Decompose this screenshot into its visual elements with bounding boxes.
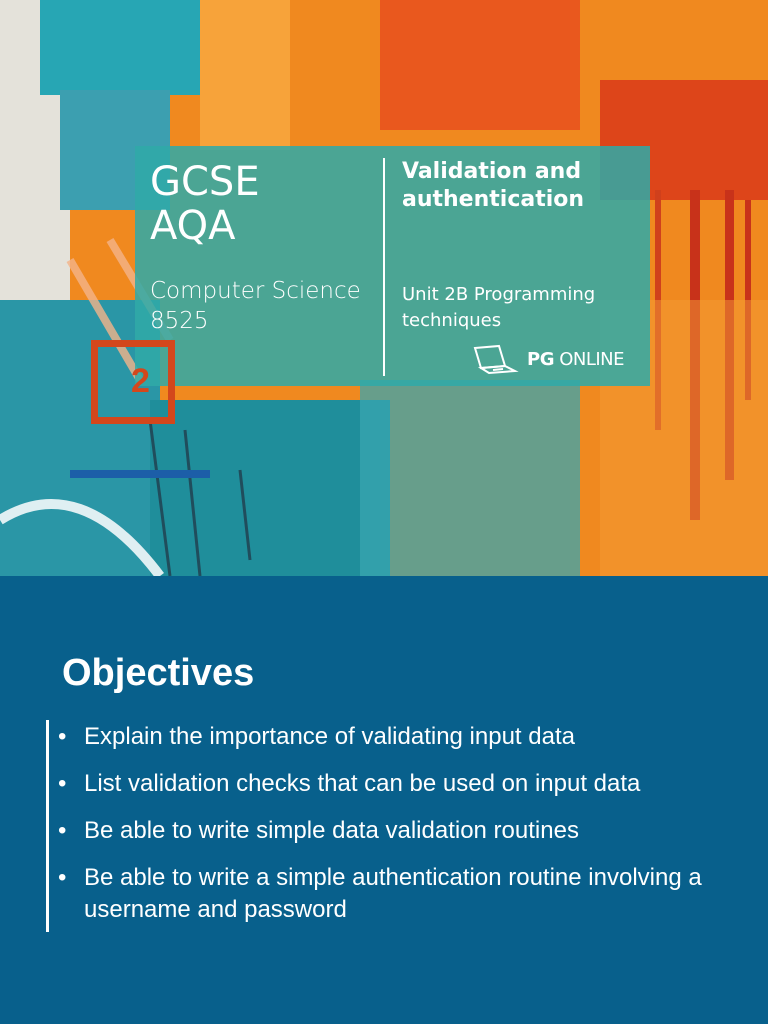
spec-code: 8525 <box>150 308 209 334</box>
bullet: • <box>58 817 67 844</box>
laptop-icon <box>471 344 519 374</box>
panel-divider <box>383 158 385 376</box>
qualification-title <box>150 160 260 248</box>
lesson-title: Validation and authentication <box>402 159 585 212</box>
bullet: • <box>58 770 67 797</box>
unit-number-badge <box>91 340 175 424</box>
objectives-section <box>0 576 768 1024</box>
objectives-heading: Objectives <box>62 652 255 694</box>
objective-item <box>58 768 728 800</box>
unit-number: 2 <box>131 362 150 400</box>
objective-item <box>58 721 728 753</box>
objective-text: List validation checks that can be used on input data <box>84 770 641 797</box>
bullet: • <box>58 723 67 750</box>
objectives-accent-bar <box>46 720 49 932</box>
objectives-list <box>58 721 728 941</box>
unit-label: Unit 2B Programming techniques <box>402 284 596 331</box>
course-info <box>150 276 361 336</box>
exam-board: AQA <box>150 203 236 249</box>
objective-item <box>58 815 728 847</box>
cover-title-panel <box>135 146 650 386</box>
bullet: • <box>58 864 67 891</box>
objective-item <box>58 862 728 926</box>
objective-text: Be able to write a simple authentication routine involving a username and password <box>84 864 702 923</box>
publisher-name: PG ONLINE <box>527 348 624 370</box>
publisher-logo <box>471 342 624 376</box>
subject-name: Computer Science <box>150 278 361 304</box>
objective-text: Explain the importance of validating input data <box>84 723 575 750</box>
objective-text: Be able to write simple data validation routines <box>84 817 579 844</box>
qualification-name: GCSE <box>150 159 260 205</box>
